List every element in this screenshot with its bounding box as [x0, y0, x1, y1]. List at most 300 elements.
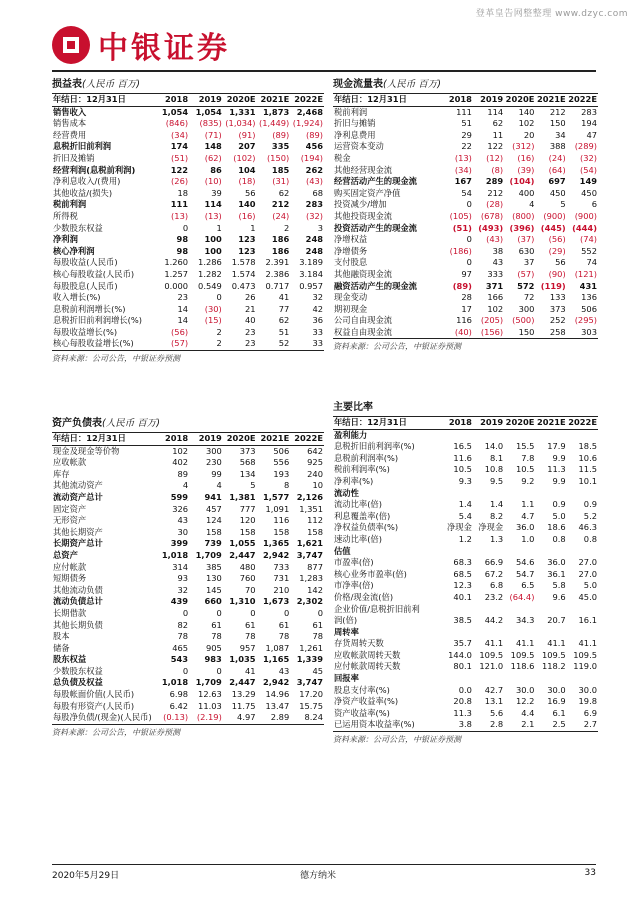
table-row	[333, 488, 598, 500]
table-row	[52, 677, 324, 689]
table-row	[52, 211, 324, 223]
table-cell: 12.3	[453, 580, 472, 591]
table-cell: (31)	[272, 176, 290, 187]
row-label: 市盈率(倍)	[334, 557, 374, 568]
table-cell	[473, 604, 504, 616]
table-cell: 450	[549, 187, 566, 198]
table-cell: 10.5	[453, 464, 472, 475]
table-cell: (0.13)	[155, 712, 189, 724]
table-cell: 186	[271, 234, 290, 245]
table-cell: 941	[204, 491, 222, 502]
table-cell: 1,873	[263, 106, 290, 117]
table-cell: 2.386	[265, 268, 290, 279]
table-row	[52, 315, 324, 327]
row-label: 估值	[334, 545, 351, 556]
table-cell	[504, 429, 535, 441]
table-cell: 17.20	[299, 689, 323, 700]
table-cell: (156)	[473, 327, 504, 339]
table-cell: 78	[312, 631, 323, 642]
table-cell: (64.4)	[509, 591, 535, 602]
table-cell: 13.29	[231, 689, 256, 700]
row-label: 核心业务市盈率(倍)	[334, 568, 407, 579]
table-cell: 13.1	[484, 696, 504, 707]
table-cell: 140	[518, 106, 535, 117]
table-cell: 0.549	[198, 280, 222, 291]
income-statement	[52, 77, 324, 364]
table-cell	[567, 429, 598, 441]
table-cell	[567, 673, 598, 685]
row-label: 流动资产总计	[53, 491, 103, 502]
row-label: 应付帐款	[53, 561, 87, 572]
table-cell: (444)	[572, 222, 597, 233]
table-cell: 185	[271, 164, 290, 175]
table-cell: 11.75	[231, 700, 256, 711]
row-label: 净利息收入/(费用)	[53, 176, 121, 187]
table-cell: 119.0	[573, 661, 597, 672]
table-cell	[442, 488, 473, 500]
table-cell: 62	[278, 187, 290, 198]
table-cell: 10	[312, 480, 323, 491]
table-cell	[504, 488, 535, 500]
table-cell: (51)	[452, 222, 472, 233]
table-cell: 11.3	[453, 707, 472, 718]
table-cell	[535, 429, 566, 441]
table-cell: 2022E	[290, 433, 324, 446]
table-cell	[567, 627, 598, 639]
table-cell: 572	[517, 280, 535, 291]
table-cell: 1,339	[296, 654, 323, 665]
table-cell: (56)	[171, 326, 189, 337]
table-row	[333, 453, 598, 465]
row-label: 税金	[334, 152, 351, 163]
row-label: 企业价值/息税折旧前利	[334, 603, 420, 614]
table-cell: (24)	[272, 210, 290, 221]
table-row	[52, 515, 324, 527]
table-row	[52, 199, 324, 211]
row-label: 权益自由现金流	[333, 327, 442, 339]
table-cell: 2021E	[535, 417, 566, 430]
table-cell: 30.0	[578, 684, 597, 695]
table-cell: 1	[216, 222, 222, 233]
table-cell: (16)	[238, 210, 256, 221]
row-label: 运营资本变动	[334, 141, 384, 152]
table-cell	[535, 673, 566, 685]
table-cell: (34)	[454, 164, 472, 175]
table-cell: 33	[290, 338, 324, 350]
table-cell	[535, 488, 566, 500]
table-cell: 2	[189, 338, 223, 350]
table-cell: (445)	[540, 222, 566, 233]
table-cell: 0	[317, 607, 323, 618]
table-cell: 9.2	[521, 475, 535, 486]
table-cell: 212	[271, 199, 290, 210]
table-cell: (396)	[509, 222, 535, 233]
table-cell: 66.9	[484, 557, 504, 568]
table-cell: 2	[216, 326, 222, 337]
row-label: 期初现金	[334, 303, 368, 314]
footer-rule	[52, 864, 596, 865]
table-cell: 36.0	[515, 522, 535, 533]
table-cell: 68.5	[453, 568, 472, 579]
row-label: 存货周转天数	[334, 638, 384, 649]
table-cell: 5	[250, 480, 256, 491]
table-cell: 450	[581, 187, 597, 198]
row-label: 税前利润	[53, 199, 87, 210]
table-header-row	[52, 433, 324, 446]
table-row	[52, 281, 324, 293]
table-cell: 62	[278, 315, 290, 326]
table-cell: 61	[211, 619, 222, 630]
table-cell: 89	[177, 468, 189, 479]
table-cell: 2022E	[567, 417, 598, 430]
table-row	[52, 631, 324, 643]
table-cell: 2022E	[290, 94, 324, 107]
table-cell: 36.1	[547, 568, 566, 579]
table-cell: 248	[305, 234, 323, 245]
table-cell: 43	[492, 257, 504, 268]
table-cell: 18.5	[578, 441, 597, 452]
table-cell: 877	[307, 561, 323, 572]
table-cell: 6.5	[521, 580, 535, 591]
table-cell: 1,055	[229, 538, 256, 549]
table-cell: (102)	[233, 152, 256, 163]
table-cell: 8.24	[290, 712, 324, 724]
table-cell: 109.5	[541, 649, 566, 660]
table-cell: 116	[273, 515, 290, 526]
table-cell	[442, 429, 473, 441]
table-row	[52, 269, 324, 281]
row-label: 其他流动资产	[53, 480, 103, 491]
table-cell: 6	[591, 199, 597, 210]
footer-date: 2020年5月29日	[52, 871, 120, 881]
table-cell: 6.98	[169, 689, 189, 700]
table-cell: 388	[549, 141, 566, 152]
table-cell: 123	[238, 234, 256, 245]
row-label: 其他长期资产	[53, 526, 103, 537]
table-cell: 0.8	[552, 533, 566, 544]
table-cell: 733	[273, 561, 290, 572]
table-cell: 1,709	[195, 677, 222, 688]
row-label: 融资活动产生的现金流	[334, 280, 417, 291]
table-cell: (32)	[305, 210, 323, 221]
table-cell: 439	[170, 596, 189, 607]
table-cell: 642	[307, 445, 323, 456]
table-row	[333, 534, 598, 546]
table-cell: 148	[204, 141, 222, 152]
table-cell: 5.2	[583, 510, 597, 521]
table-row	[52, 573, 324, 585]
table-cell	[567, 546, 598, 558]
table-cell	[567, 604, 598, 616]
table-cell: 4.7	[521, 510, 535, 521]
table-cell: (8)	[491, 164, 504, 175]
table-row	[333, 661, 598, 673]
table-row	[52, 596, 324, 608]
table-row	[52, 292, 324, 304]
table-cell: 0	[250, 607, 256, 618]
table-header-row	[333, 417, 598, 430]
row-label: 每股帐面价值(人民币)	[53, 689, 135, 700]
row-label: 息税折旧前利润增长(%)	[53, 315, 143, 326]
table-cell: 150	[504, 327, 535, 339]
table-cell: 78	[244, 631, 256, 642]
table-cell: 697	[548, 176, 566, 187]
table-row	[333, 188, 598, 200]
table-row	[52, 504, 324, 516]
table-row	[333, 580, 598, 592]
table-row	[52, 469, 324, 481]
table-cell: 5.8	[552, 580, 566, 591]
table-cell: 212	[549, 106, 566, 117]
table-cell: 0	[182, 607, 189, 618]
table-cell: 326	[172, 503, 189, 514]
table-cell: 2,447	[229, 677, 256, 688]
table-cell: (119)	[540, 280, 566, 291]
table-row	[333, 141, 598, 153]
key-ratios	[333, 400, 598, 745]
table-row	[333, 176, 598, 188]
table-cell: (16)	[517, 152, 535, 163]
table-cell	[504, 546, 535, 558]
table-cell: (846)	[165, 118, 189, 129]
table-cell: 21	[244, 303, 256, 314]
table-cell: (64)	[548, 164, 566, 175]
table-row	[52, 608, 324, 620]
table-cell: 99	[211, 468, 222, 479]
table-cell: 144.0	[448, 649, 472, 660]
row-label: 长期借款	[53, 607, 87, 618]
table-cell: 30	[177, 526, 189, 537]
table-cell: (835)	[199, 118, 222, 129]
table-cell: (12)	[486, 152, 504, 163]
table-cell: 167	[454, 176, 472, 187]
table-cell: 1,621	[296, 538, 323, 549]
table-cell: (56)	[548, 234, 566, 245]
table-cell: 1,054	[195, 106, 222, 117]
table-cell: 158	[307, 526, 323, 537]
table-cell: 100	[204, 245, 222, 256]
table-cell: 1.0	[521, 533, 535, 544]
table-row	[52, 666, 324, 678]
table-cell: 158	[205, 526, 222, 537]
table-row	[333, 315, 598, 327]
table-cell: (1,449)	[259, 118, 290, 129]
table-cell: 385	[205, 561, 222, 572]
table-cell: (295)	[574, 315, 597, 326]
table-cell: 82	[177, 619, 189, 630]
row-label: 应收帐款周转天数	[334, 649, 401, 660]
table-cell: 3,747	[296, 549, 323, 560]
table-cell: 70	[244, 584, 256, 595]
table-cell: 2.1	[504, 719, 535, 731]
row-label: 少数股东权益	[53, 222, 103, 233]
table-row	[52, 654, 324, 666]
row-label: 净利率(%)	[334, 475, 374, 486]
table-cell: 40	[244, 315, 256, 326]
table-cell: (90)	[548, 268, 566, 279]
table-cell: 0	[466, 234, 472, 245]
table-cell: (121)	[574, 268, 597, 279]
table-cell: 262	[305, 164, 323, 175]
table-cell: (1,034)	[225, 118, 256, 129]
table-cell: 252	[549, 315, 566, 326]
table-row	[333, 627, 598, 639]
table-row	[52, 712, 324, 724]
row-label: 净利息费用	[334, 129, 376, 140]
table-cell: (62)	[204, 152, 222, 163]
table-row	[52, 338, 324, 350]
table-cell: 136	[581, 292, 597, 303]
table-cell: 1,577	[263, 491, 290, 502]
table-cell: 32	[177, 584, 189, 595]
table-cell: 11.03	[198, 700, 222, 711]
table-cell: 10.5	[515, 464, 535, 475]
table-cell: 1.282	[198, 268, 222, 279]
table-cell: 67.2	[484, 568, 504, 579]
table-cell: 109.5	[479, 649, 504, 660]
table-cell: 41.1	[515, 638, 535, 649]
table-cell: 10.6	[578, 452, 597, 463]
table-cell: 0	[283, 607, 290, 618]
table-row	[333, 281, 598, 293]
table-cell: 2021E	[257, 94, 291, 107]
table-cell: 41	[244, 665, 256, 676]
table-cell: 543	[170, 654, 189, 665]
row-label: 经营利润(息税前利润)	[53, 164, 136, 175]
table-cell: 283	[581, 106, 597, 117]
table-row	[333, 685, 598, 697]
table-cell: 1,673	[263, 596, 290, 607]
table-row	[333, 269, 598, 281]
table-cell: 74	[586, 257, 597, 268]
table-cell: 77	[278, 303, 290, 314]
cashflow-source: 资料来源：公司公告，中银证券预测	[333, 342, 461, 352]
row-label: 公司自由现金流	[334, 315, 393, 326]
table-cell: 39	[211, 187, 222, 198]
table-cell: (105)	[449, 210, 472, 221]
table-cell: 111	[456, 106, 472, 117]
table-cell	[442, 673, 473, 685]
table-row	[333, 165, 598, 177]
table-cell: 1,261	[299, 642, 323, 653]
table-cell: (89)	[452, 280, 472, 291]
row-label: 每股净负债/(现金)(人民币)	[52, 712, 155, 724]
table-cell: (15)	[204, 315, 222, 326]
table-cell: 41.1	[484, 638, 504, 649]
table-cell: 957	[239, 642, 256, 653]
table-header-row	[333, 94, 598, 107]
table-cell: 925	[307, 457, 323, 468]
table-cell: 1,018	[161, 549, 189, 560]
table-cell	[473, 488, 504, 500]
table-cell: 0.957	[299, 280, 323, 291]
ratios-source: 资料来源：公司公告，中银证券预测	[333, 735, 461, 745]
table-row	[333, 257, 598, 269]
table-row	[52, 141, 324, 153]
table-cell: 2021E	[535, 94, 566, 107]
row-label: 折旧及摊销	[53, 152, 95, 163]
table-cell: 114	[487, 106, 504, 117]
table-cell: (40)	[442, 327, 473, 339]
table-row	[333, 153, 598, 165]
table-row	[52, 188, 324, 200]
table-cell: 1.578	[231, 257, 256, 268]
table-cell: (13)	[204, 210, 222, 221]
table-cell: 760	[239, 573, 256, 584]
table-cell: 552	[581, 245, 597, 256]
table-row	[52, 643, 324, 655]
table-cell: 123	[238, 245, 256, 256]
watermark: 登革皇告网整整理 www.dzyc.com	[475, 9, 628, 19]
table-cell: 134	[239, 468, 256, 479]
table-cell: 15.5	[515, 441, 535, 452]
table-row	[52, 585, 324, 597]
table-cell: 373	[239, 445, 256, 456]
table-cell: 1.257	[164, 268, 189, 279]
table-row	[333, 522, 598, 534]
table-cell: 38	[492, 245, 504, 256]
table-cell: 122	[170, 164, 189, 175]
table-cell: 1,035	[229, 654, 256, 665]
table-cell: 33	[312, 326, 323, 337]
table-cell: 104	[238, 164, 256, 175]
table-cell: 68	[312, 187, 323, 198]
table-cell: 4.97	[223, 712, 257, 724]
row-label: 息税折旧前利润率(%)	[334, 441, 415, 452]
row-label: 核心净利润	[53, 245, 95, 256]
table-cell: 30.0	[547, 684, 566, 695]
table-row	[52, 304, 324, 316]
row-label: 息税折旧前利润	[53, 141, 112, 152]
row-label: 储备	[53, 642, 70, 653]
table-cell: 16.9	[547, 696, 566, 707]
table-cell: 371	[485, 280, 504, 291]
row-label: 其他流动负债	[53, 584, 103, 595]
row-label: 其他经营现金流	[334, 164, 393, 175]
table-cell: 2019	[473, 94, 504, 107]
table-cell: 0	[182, 665, 189, 676]
table-cell	[473, 673, 504, 685]
table-cell: 240	[307, 468, 323, 479]
row-label: 投资减少/增加	[334, 199, 387, 210]
table-row	[52, 257, 324, 269]
table-cell: (186)	[449, 245, 472, 256]
table-cell: 34.3	[515, 615, 535, 626]
table-cell: 3	[317, 222, 323, 233]
table-header-row	[52, 94, 324, 107]
table-cell: 41.1	[547, 638, 566, 649]
table-cell: 0.9	[552, 499, 566, 510]
table-cell: 1,054	[161, 106, 189, 117]
table-cell: 599	[170, 491, 189, 502]
table-cell: 118.6	[510, 661, 535, 672]
row-label: 销售收入	[53, 106, 87, 117]
table-row	[333, 246, 598, 258]
table-row	[333, 499, 598, 511]
table-cell: 630	[518, 245, 535, 256]
table-cell: 2.5	[535, 719, 566, 731]
row-label: 利息覆盖率(倍)	[334, 510, 391, 521]
table-cell: 122	[487, 141, 504, 152]
table-cell: 777	[239, 503, 256, 514]
table-cell: (678)	[480, 210, 504, 221]
table-cell: 1,283	[299, 573, 323, 584]
table-cell: (29)	[548, 245, 566, 256]
table-cell: 15.75	[299, 700, 323, 711]
row-label: 净权益负债率(%)	[334, 522, 399, 533]
table-cell: 1.4	[458, 499, 472, 510]
table-cell: 11.3	[547, 464, 566, 475]
